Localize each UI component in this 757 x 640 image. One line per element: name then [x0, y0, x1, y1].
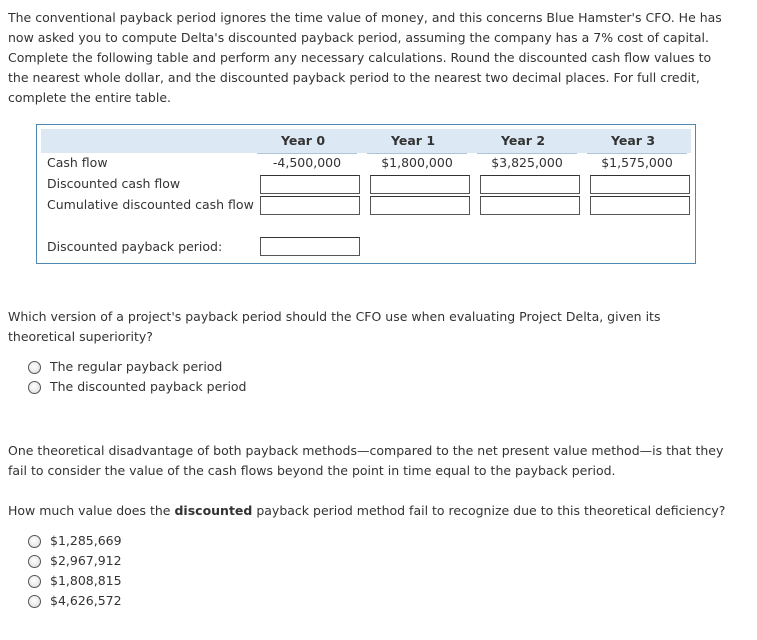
radio-option[interactable]	[28, 531, 122, 551]
payback-table	[36, 124, 696, 264]
header-year-0: Year 0	[280, 133, 326, 148]
radio-option[interactable]	[28, 591, 122, 611]
radio-option-label: The discounted payback period	[50, 379, 247, 394]
question-2-text	[8, 501, 728, 521]
header-divider	[587, 153, 687, 154]
header-divider	[477, 153, 577, 154]
cumulative-cash-flow-year-3-input[interactable]	[590, 196, 690, 215]
radio-option-label: The regular payback period	[50, 359, 223, 374]
header-year-1: Year 1	[390, 133, 436, 148]
question-2-suffix: payback period method fail to recognize due to this theoretical deficiency?	[252, 503, 726, 518]
cumulative-cash-flow-year-2-input[interactable]	[480, 196, 580, 215]
radio-button-icon[interactable]	[28, 575, 41, 588]
discounted-cash-flow-year-1-input[interactable]	[370, 175, 470, 194]
header-year-3: Year 3	[610, 133, 656, 148]
disadvantage-paragraph: One theoretical disadvantage of both payback methods—compared to the net present value method—is that they fail to consider the value of the cash flows beyond the point in time equal to the payback period.	[8, 443, 724, 478]
cash-flow-year-0: -4,500,000	[272, 155, 342, 170]
question-2-options	[28, 531, 122, 611]
row-label-discounted-payback-period: Discounted payback period:	[47, 239, 223, 254]
cash-flow-year-1: $1,800,000	[381, 155, 453, 170]
radio-option[interactable]	[28, 377, 247, 397]
radio-option[interactable]	[28, 571, 122, 591]
radio-option-label: $2,967,912	[50, 553, 122, 568]
radio-option[interactable]	[28, 551, 122, 571]
header-divider	[367, 153, 467, 154]
question-1-text: Which version of a project's payback period should the CFO use when evaluating Project Delta, given its theoretical superiority?	[8, 309, 661, 344]
radio-button-icon[interactable]	[28, 595, 41, 608]
radio-button-icon[interactable]	[28, 535, 41, 548]
radio-option[interactable]	[28, 357, 247, 377]
radio-option-label: $4,626,572	[50, 593, 122, 608]
radio-button-icon[interactable]	[28, 361, 41, 374]
radio-option-label: $1,285,669	[50, 533, 122, 548]
discounted-cash-flow-year-2-input[interactable]	[480, 175, 580, 194]
header-year-2: Year 2	[500, 133, 546, 148]
row-label-cash-flow: Cash flow	[47, 155, 108, 170]
question-2-prefix: How much value does the	[8, 503, 175, 518]
cumulative-cash-flow-year-1-input[interactable]	[370, 196, 470, 215]
question-1-options	[28, 357, 247, 397]
cash-flow-year-2: $3,825,000	[491, 155, 563, 170]
intro-paragraph: The conventional payback period ignores the time value of money, and this concerns Blue Hamster's CFO. He has now asked you to compute Delta's discounted payback period, assuming the company has a 7% cost of capital. Complete the following table and perform any necessary calculations. Round the discounted cash flow values to the nearest whole dollar, and the discounted payback period to the nearest two decimal places. For full credit, complete the entire table.	[8, 10, 722, 105]
radio-button-icon[interactable]	[28, 555, 41, 568]
radio-option-label: $1,808,815	[50, 573, 122, 588]
cash-flow-year-3: $1,575,000	[601, 155, 673, 170]
question-2-bold-word: discounted	[174, 503, 253, 518]
discounted-cash-flow-year-0-input[interactable]	[260, 175, 360, 194]
discounted-cash-flow-year-3-input[interactable]	[590, 175, 690, 194]
discounted-payback-period-input[interactable]	[260, 237, 360, 256]
radio-button-icon[interactable]	[28, 381, 41, 394]
row-label-discounted-cash-flow: Discounted cash flow	[47, 176, 181, 191]
header-divider	[257, 153, 357, 154]
cumulative-cash-flow-year-0-input[interactable]	[260, 196, 360, 215]
row-label-cumulative-discounted-cash-flow: Cumulative discounted cash flow	[47, 197, 254, 212]
